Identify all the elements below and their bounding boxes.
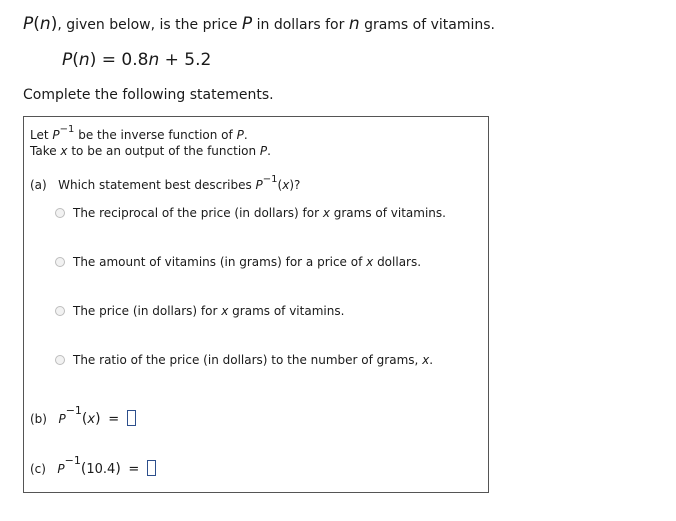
question-box	[23, 116, 489, 493]
intro-var-p: P	[241, 14, 253, 34]
part-c-label: (c)	[30, 462, 46, 476]
part-b: (b) $P^{-1}(x)$ =	[30, 410, 136, 427]
formula-var: n	[148, 50, 160, 70]
inverse-exponent: −1	[59, 124, 75, 135]
intro-func: P	[23, 14, 34, 34]
option-2-label[interactable]: The amount of vitamins (in grams) for a price of x dollars.	[73, 255, 422, 269]
box-line2: Take x to be an output of the function P.	[30, 144, 271, 158]
part-a-question: (a) Which statement best describes $P^{-1}(x)$?	[30, 174, 301, 192]
intro-arg: n	[39, 14, 51, 34]
part-b-answer-input[interactable]	[127, 410, 136, 426]
option-3-label[interactable]: The price (in dollars) for x grams of vitamins.	[73, 304, 345, 318]
intro-text-b: in dollars for	[252, 17, 349, 33]
price-formula: P(n) = 0.8n + 5.2	[62, 50, 212, 70]
intro-text-c: grams of vitamins.	[359, 17, 496, 33]
formula-lhs-arg: n	[78, 50, 90, 70]
intro-var-n: n	[348, 14, 360, 34]
instruction-text: Complete the following statements.	[23, 87, 274, 103]
part-c-answer-input[interactable]	[147, 460, 156, 476]
formula-const: 5.2	[184, 50, 212, 70]
formula-equals: =	[101, 50, 116, 70]
intro-text-a: , given below, is the price	[57, 17, 242, 33]
option-1-radio[interactable]	[55, 208, 65, 218]
box-line1: Let $P^{-1}$ be the inverse function of P.	[30, 124, 248, 142]
intro-sentence: P(n), given below, is the price P in dollars for n grams of vitamins.	[23, 14, 496, 34]
part-b-label: (b)	[30, 412, 47, 426]
formula-lhs-func: P	[62, 50, 73, 70]
option-2-radio[interactable]	[55, 257, 65, 267]
part-a-label: (a)	[30, 178, 47, 192]
option-4-label[interactable]: The ratio of the price (in dollars) to the number of grams, x.	[73, 353, 434, 367]
option-1-label[interactable]: The reciprocal of the price (in dollars) for x grams of vitamins.	[73, 206, 446, 220]
part-c: (c) $P^{-1}(10.4)$ =	[30, 460, 156, 477]
option-4-radio[interactable]	[55, 355, 65, 365]
formula-coef: 0.8	[121, 50, 149, 70]
formula-plus: +	[164, 50, 179, 70]
option-3-radio[interactable]	[55, 306, 65, 316]
